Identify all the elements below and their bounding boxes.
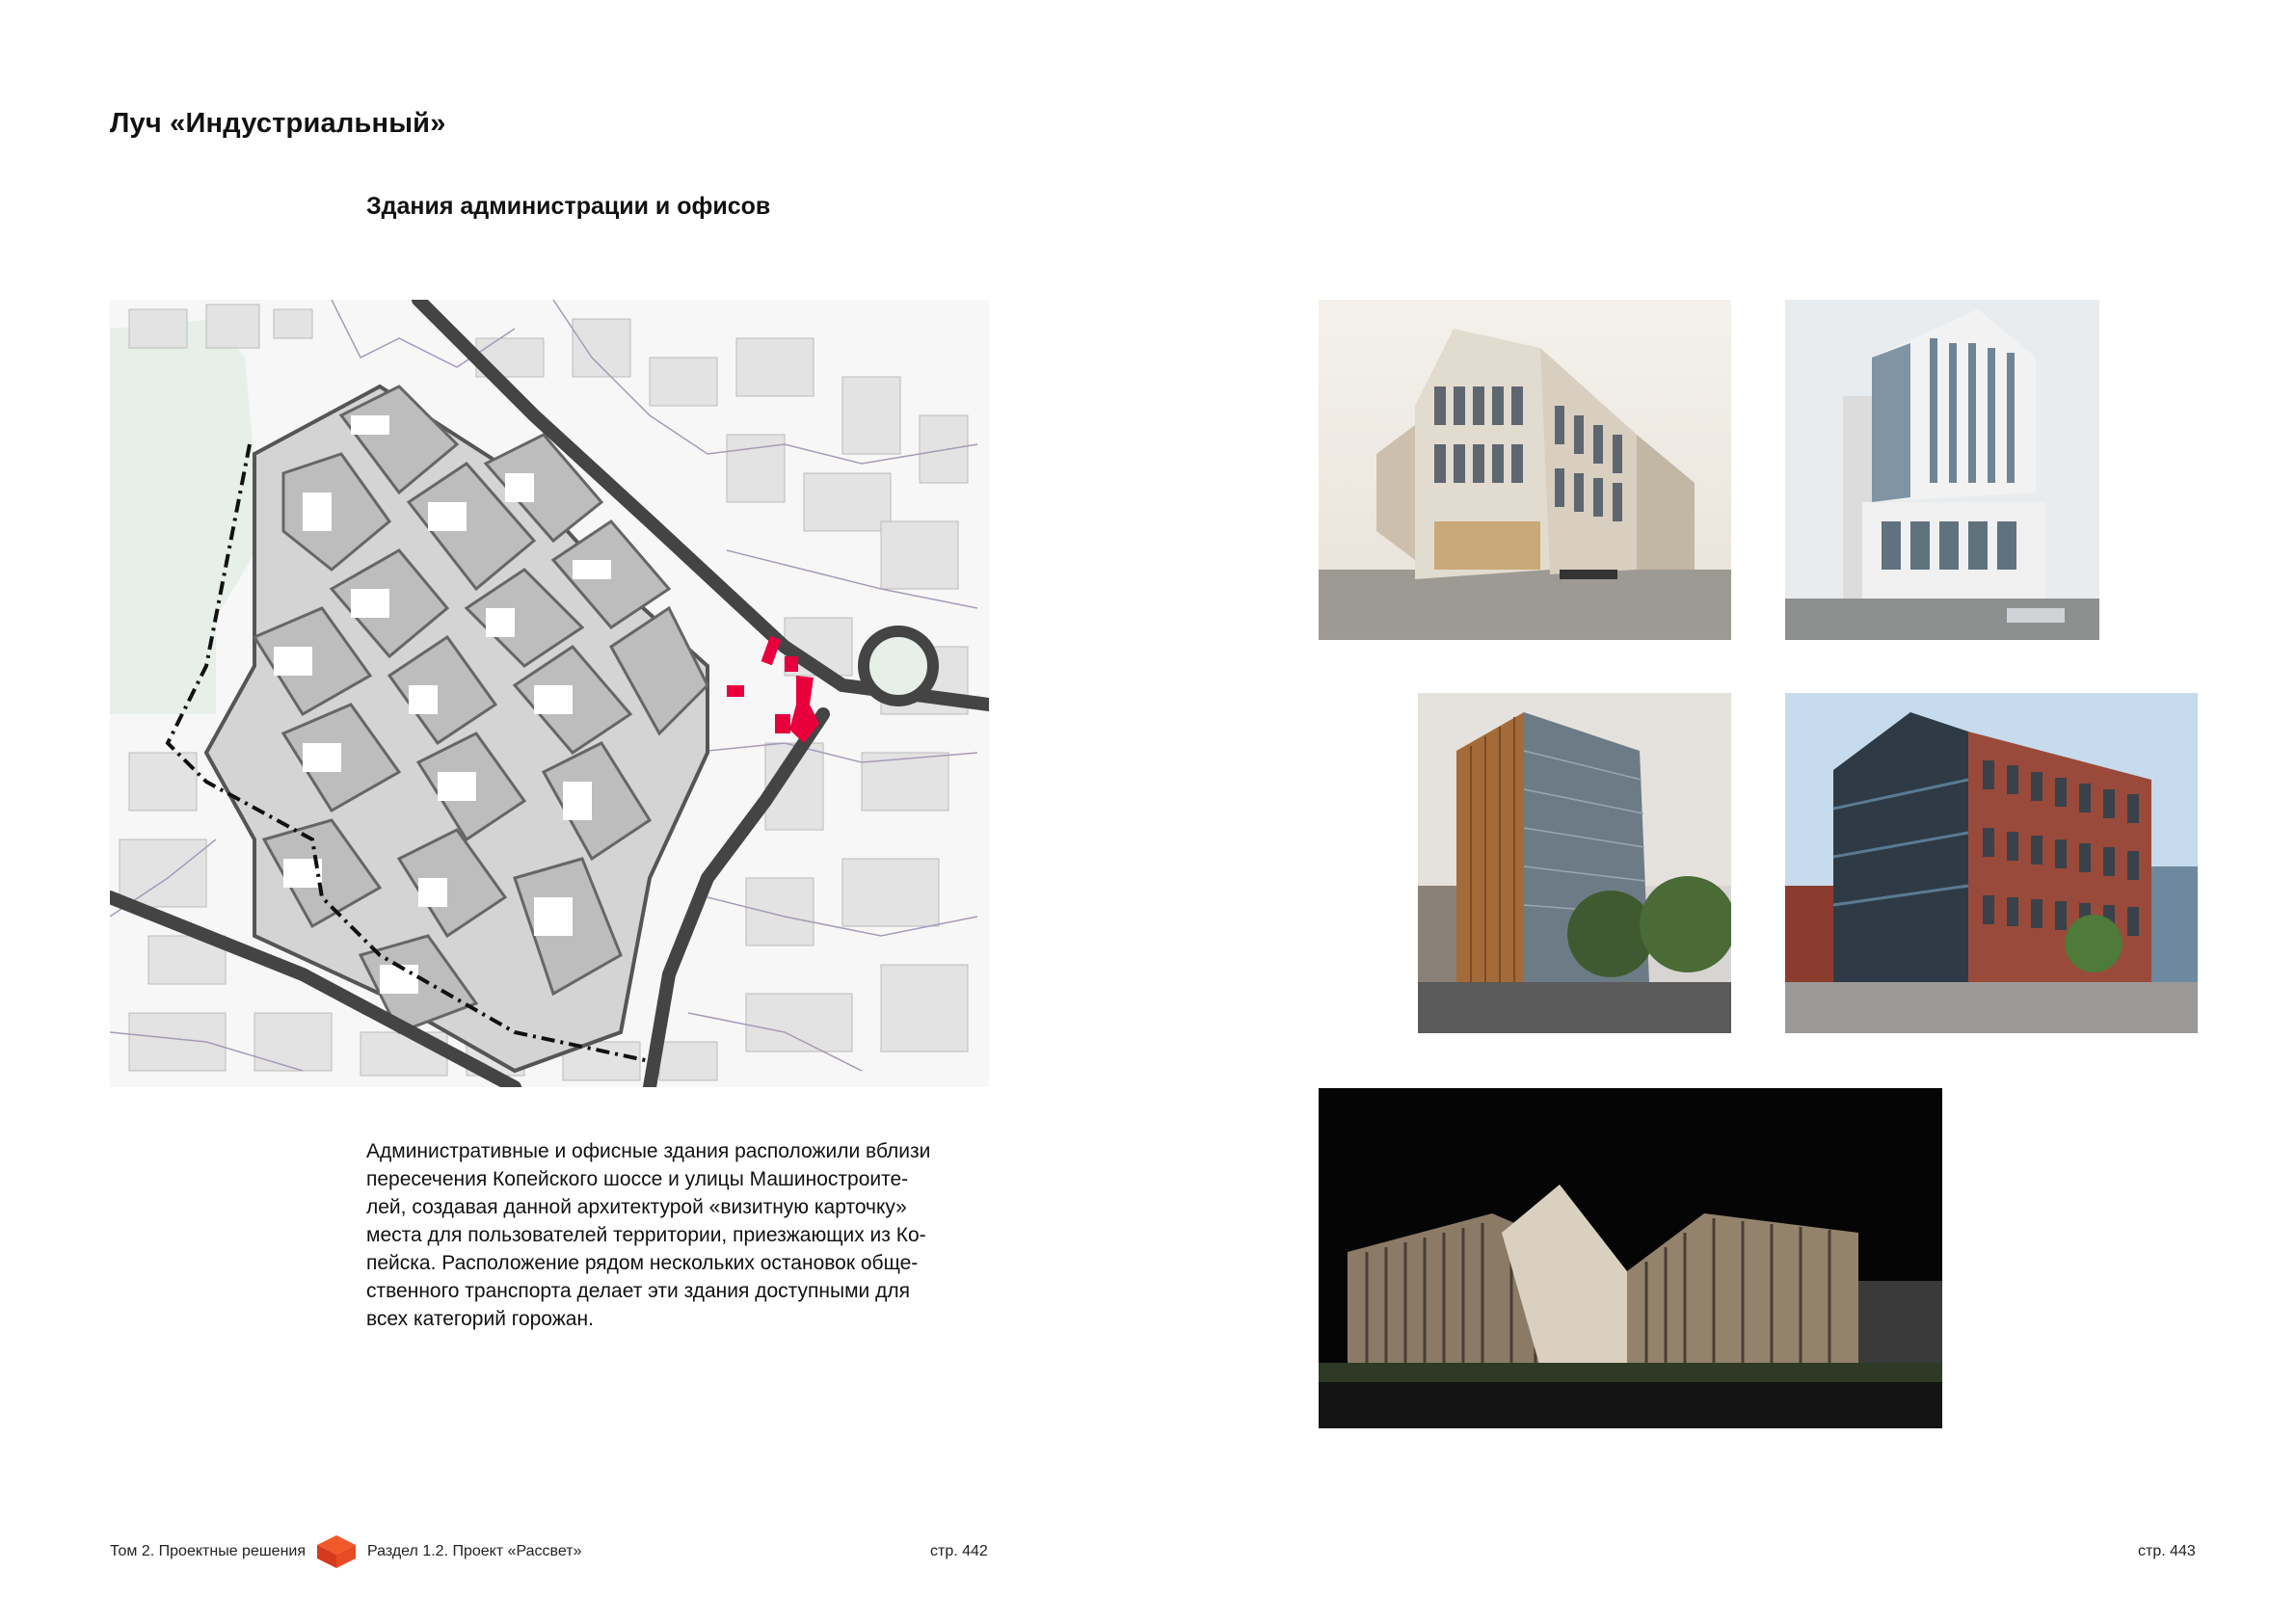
description-line: Административные и офисные здания расположили вблизи [366, 1140, 931, 1162]
description-line: ственного транспорта делает эти здания доступными для [366, 1280, 910, 1302]
chapter-title: Луч «Индустриальный» [110, 108, 446, 139]
photo-office-buildings-night [1319, 1088, 1942, 1428]
roundabout [864, 631, 933, 701]
photo-office-building-corner [1319, 300, 1731, 640]
logo-icon [315, 1533, 358, 1570]
photo-office-building-wood-facade [1418, 693, 1731, 1033]
description-text [366, 1137, 993, 1333]
photo-office-tower-glass [1785, 300, 2099, 640]
footer-section: Раздел 1.2. Проект «Рассвет» [367, 1543, 582, 1559]
footer-volume: Том 2. Проектные решения [110, 1543, 307, 1559]
description-line: места для пользователей территории, приезжающих из Ко- [366, 1224, 926, 1246]
description-line: пейска. Расположение рядом нескольких остановок обще- [366, 1252, 919, 1274]
site-plan-map [110, 300, 989, 1087]
page-number-left: стр. 442 [930, 1543, 988, 1559]
site-plan-svg [110, 300, 989, 1087]
page-number-right: стр. 443 [2138, 1543, 2196, 1559]
photo-office-building-brick-glass [1785, 693, 2198, 1033]
description-line: пересечения Копейского шоссе и улицы Машиностроите- [366, 1168, 909, 1190]
section-title: Здания администрации и офисов [366, 193, 771, 220]
description-line: лей, создавая данной архитектурой «визитную карточку» [366, 1196, 907, 1218]
description-line: всех категорий горожан. [366, 1308, 594, 1330]
